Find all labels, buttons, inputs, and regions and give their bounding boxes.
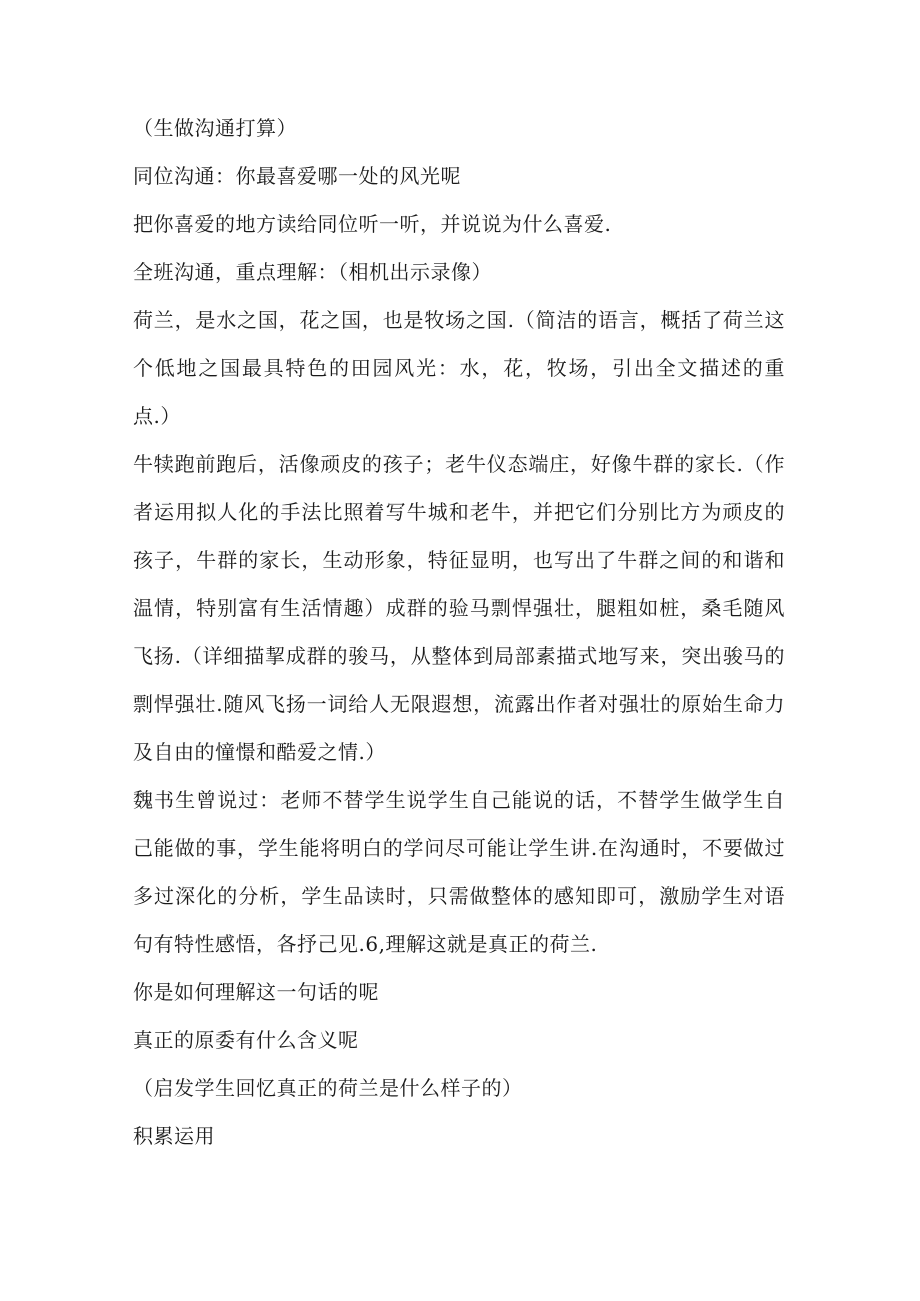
paragraph-pair-question: 同位沟通：你最喜爱哪一处的风光呢 (133, 164, 461, 188)
paragraph-recall-prompt: （启发学生回忆真正的荷兰是什么样子的） (133, 1076, 523, 1100)
paragraph-wei-shusheng: 魏书生曾说过：老师不替学生说学生自己能说的话，不替学生做学生自己能做的事，学生能将明白的学问尽可能让学生讲.在沟通时，不要做过多过深化的分析，学生品读时，只需做整体的感知即可，激励学生对语句有特性感悟，各抒己见.6,理解这就是真正的荷兰. (133, 788, 785, 956)
paragraph-activity-prep: （生做沟通打算） (133, 116, 297, 140)
paragraph-pair-reading: 把你喜爱的地方读给同位听一听，并说说为什么喜爱. (133, 212, 612, 236)
paragraph-netherlands-intro: 荷兰，是水之国，花之国，也是牧场之国.（简洁的语言，概括了荷兰这个低地之国最具特色的田园风光：水，花，牧场，引出全文描述的重点.） (133, 308, 785, 428)
paragraph-cattle-horses: 牛犊跑前跑后，活像顽皮的孩子；老牛仪态端庄，好像牛群的家长.（作者运用拟人化的手法比照着写牛城和老牛，并把它们分别比方为顽皮的孩子，牛群的家长，生动形象，特征显明，也写出了牛群之间的和谐和温情，特别富有生活情趣）成群的验马剽悍强壮，腿粗如桩，桑毛随风飞扬.（详细描挈成群的骏马，从整体到局部素描式地写来，突出骏马的剽悍强壮.随风飞扬一词给人无限遐想，流露出作者对强壮的原始生命力及自由的憧憬和酷爱之情.） (133, 452, 785, 764)
paragraph-question-understanding: 你是如何理解这一句话的呢 (133, 980, 379, 1004)
paragraph-accumulate-apply: 积累运用 (133, 1124, 215, 1148)
paragraph-question-meaning: 真正的原委有什么含义呢 (133, 1028, 359, 1052)
document-body (133, 104, 785, 1160)
paragraph-class-discussion: 全班沟通，重点理解：（相机出示录像） (133, 260, 492, 284)
